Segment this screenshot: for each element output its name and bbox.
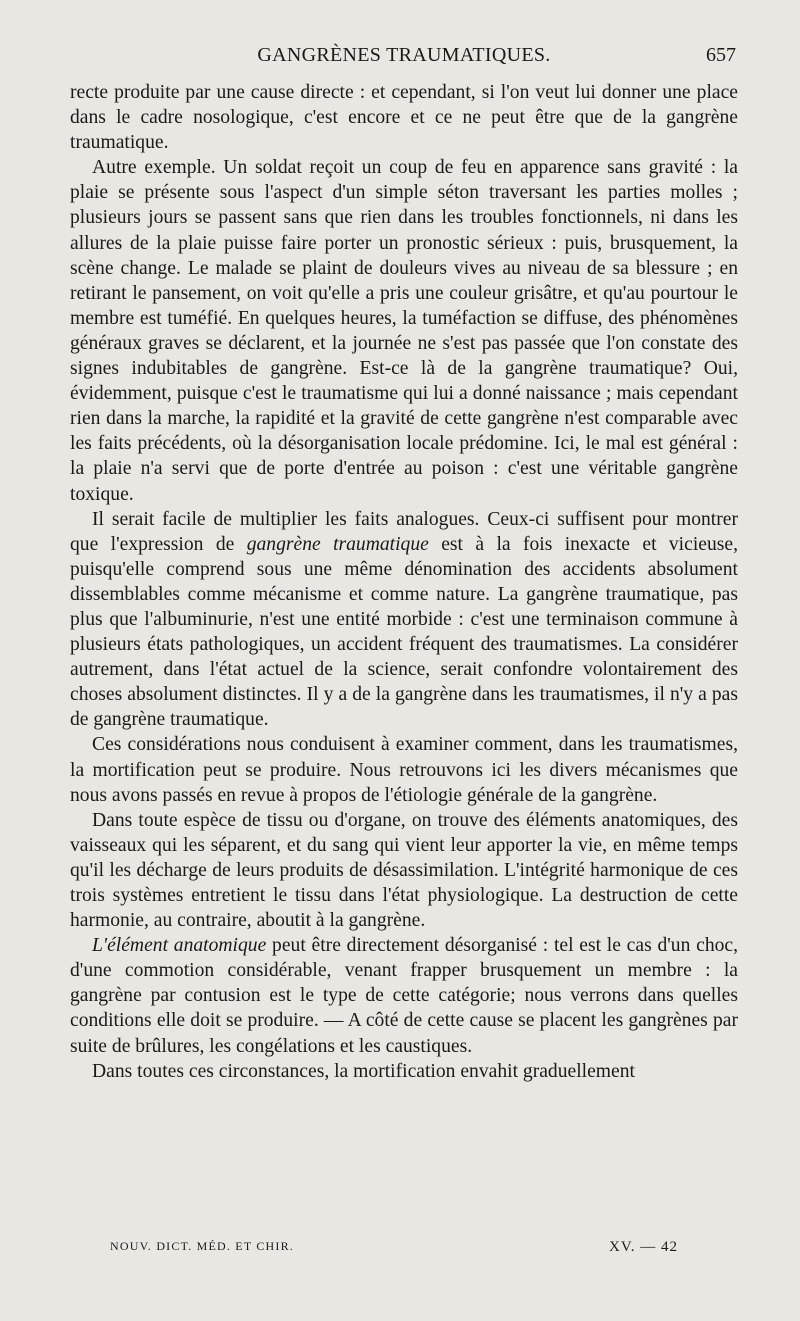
- paragraph: [70, 933, 738, 1058]
- paragraph: [70, 1059, 738, 1084]
- paragraph: [70, 155, 738, 506]
- text-run: Dans toute espèce de tissu ou d'organe, on trouve des éléments anatomiques, des vaisseaux qui les séparent, et du sang qui vient leur apporter la vie, en même temps qu'il les décharge de leurs produits de désassimilation. L'intégrité harmonique de ces trois systèmes entretient le tissu dans l'état physiologique. La destruction de cette harmonie, au contraire, aboutit à la gangrène.: [70, 809, 738, 932]
- text-run: peut être directement désorganisé : tel est le cas d'un choc, d'une commotion considérable, venant frapper brusquement un membre : la gangrène par contusion est le type de cette catégorie; nous verrons dans quelles conditions elle doit se produire. — A côté de cette cause se placent les gangrènes par suite de brûlures, les congélations et les caustiques.: [70, 935, 739, 1057]
- text-run: Dans toutes ces circonstances, la mortification envahit graduellement: [92, 1060, 635, 1082]
- paragraph: [70, 80, 738, 155]
- text-run: Ces considérations nous conduisent à examiner comment, dans les traumatismes, la mortification peut se produire. Nous retrouvons ici les divers mécanismes que nous avons passés en revue à propos de l'étiologie générale de la gangrène.: [70, 734, 738, 806]
- running-title: GANGRÈNES TRAUMATIQUES.: [257, 44, 551, 66]
- text-run: recte produite par une cause directe : et cependant, si l'on veut lui donner une place dans le cadre nosologique, c'est encore et ce ne peut être que de la gangrène traumatique.: [70, 82, 738, 154]
- page-header: [70, 44, 738, 74]
- paragraph: [70, 732, 738, 807]
- text-run: est à la fois inexacte et vicieuse, puisqu'elle comprend sous une même dénomination des accidents absolument dissemblables comme mécanisme et comme nature. La gangrène traumatique, pas plus que l'albuminurie, n'est une entité morbide : c'est une terminaison commune à plusieurs états pathologiques, un accident fréquent des traumatismes. La considérer autrement, dans l'état actuel de la science, serait confondre volontairement des choses absolument distinctes. Il y a de la gangrène dans les traumatismes, il n'y a pas de gangrène traumatique.: [70, 533, 738, 731]
- paragraph: [70, 507, 738, 733]
- italic-term: gangrène traumatique: [246, 533, 429, 555]
- body-text: [70, 80, 738, 1084]
- text-run: Autre exemple. Un soldat reçoit un coup de feu en apparence sans gravité : la plaie se présente sous l'aspect d'un simple séton traversant les parties molles ; plusieurs jours se passent sans que rien dans les troubles fonctionnels, ni dans les allures de la plaie puisse faire porter un pronostic sérieux : puis, brusquement, la scène change. Le malade se plaint de douleurs vives au niveau de sa blessure ; en retirant le pansement, on voit qu'elle a pris une couleur grisâtre, et qu'au pourtour le membre est tuméfié. En quelques heures, la tuméfaction se diffuse, des phénomènes généraux graves se déclarent, et la journée ne s'est pas passée que l'on constate des signes indubitables de gangrène. Est-ce là de la gangrène traumatique? Oui, évidemment, puisque c'est le traumatisme qui lui a donné naissance ; mais cependant rien dans la marche, la rapidité et la gravité de cette gangrène n'est comparable avec les faits précédents, où la désorganisation locale prédomine. Ici, le mal est général : la plaie n'a servi que de porte d'entrée au poison : c'est une véritable gangrène toxique.: [70, 157, 738, 505]
- paragraph: [70, 808, 738, 933]
- page-footer: [110, 1239, 678, 1261]
- volume-sheet-number: XV. — 42: [609, 1239, 678, 1255]
- text-run: Il serait facile de multiplier les faits analogues. Ceux-ci suffisent pour montrer que l'expression de: [70, 508, 738, 555]
- italic-term: élément anatomique: [107, 935, 267, 957]
- page-number: 657: [706, 44, 736, 66]
- publication-signature: NOUV. DICT. MÉD. ET CHIR.: [110, 1239, 295, 1253]
- italic-term: L': [92, 935, 108, 957]
